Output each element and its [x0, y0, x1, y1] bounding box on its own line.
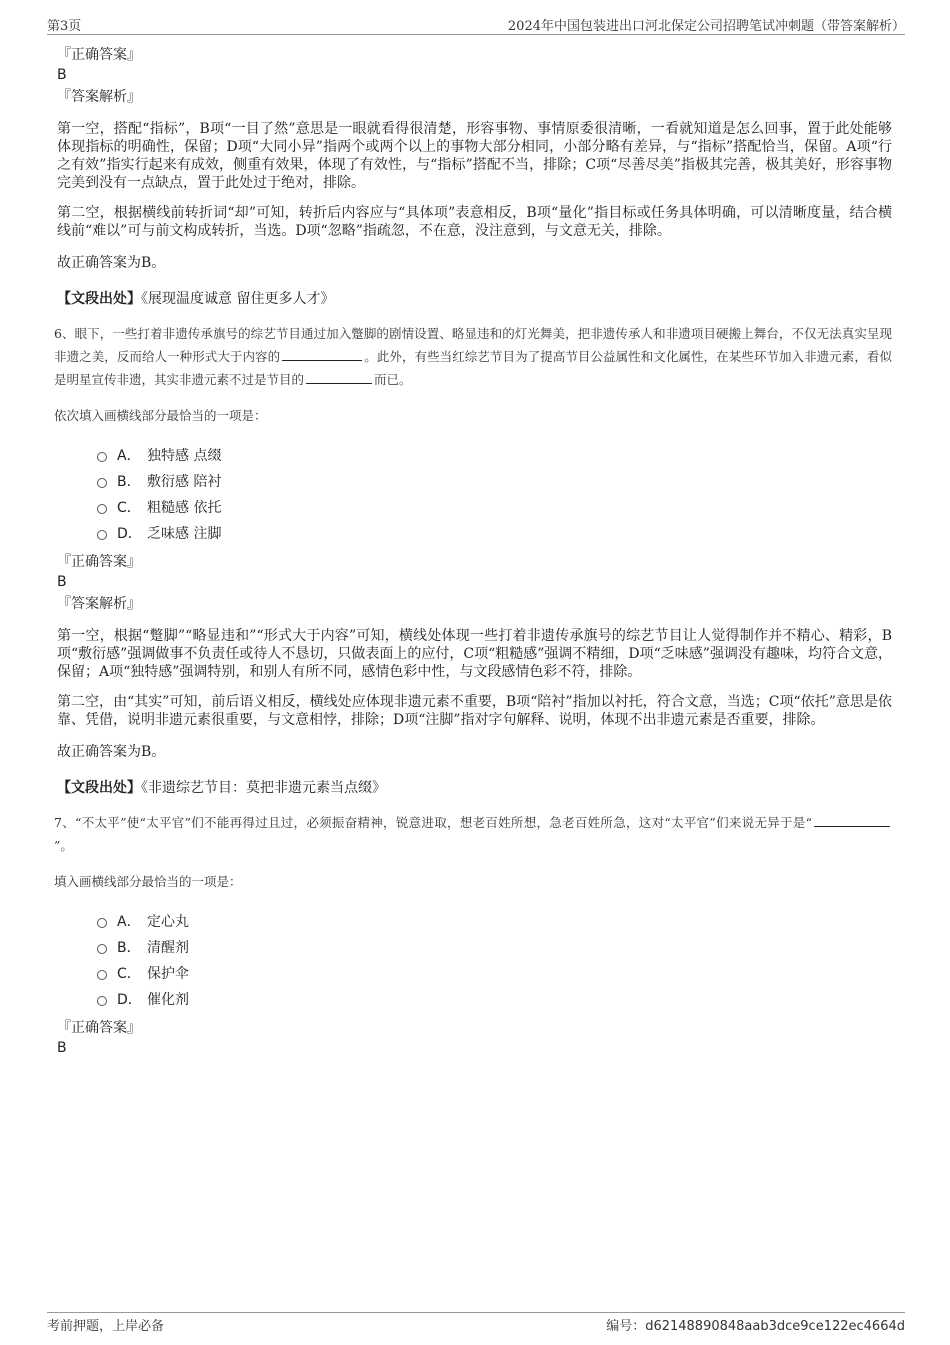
radio-icon[interactable]	[97, 970, 107, 980]
code-label: 编号：	[606, 1319, 646, 1334]
document-code	[606, 1315, 905, 1334]
page-content	[54, 44, 892, 1059]
option-letter: D．	[117, 992, 142, 1008]
document-title: 2024年中国包装进出口河北保定公司招聘笔试冲刺题（带答案解析）	[507, 19, 905, 34]
fill-blank	[814, 814, 890, 827]
option-a[interactable]	[97, 909, 892, 935]
correct-answer: B	[57, 1040, 67, 1056]
fill-blank	[282, 348, 362, 361]
radio-icon[interactable]	[97, 944, 107, 954]
radio-icon[interactable]	[97, 504, 107, 514]
footer-slogan: 考前押题，上岸必备	[47, 1319, 165, 1334]
option-d[interactable]	[97, 521, 892, 547]
question-instruction: 填入画横线部分最恰当的一项是：	[54, 874, 242, 889]
option-letter: A．	[117, 448, 141, 464]
answer-label: 『正确答案』	[57, 554, 141, 570]
page-footer	[47, 1312, 905, 1333]
option-d[interactable]	[97, 987, 892, 1013]
option-letter: C．	[117, 500, 141, 516]
analysis-paragraph: 第二空，由“其实”可知，前后语义相反，横线处应体现非遗元素不重要，B项“陪衬”指加以衬托，符合文意，当选；C项“依托”意思是依靠、凭借，说明非遗元素很重要，与文意相悖，排除；D项“注脚”指对字句解释、说明，体现不出非遗元素是否重要，排除。	[57, 694, 892, 728]
fill-blank	[306, 371, 372, 384]
correct-answer: B	[57, 67, 67, 83]
source-label: 【文段出处】	[57, 291, 141, 307]
option-text: 催化剂	[147, 992, 189, 1008]
option-letter: D．	[117, 526, 142, 542]
option-letter: A．	[117, 914, 141, 930]
analysis-conclusion: 故正确答案为B。	[57, 255, 166, 271]
option-c[interactable]	[97, 495, 892, 521]
question-instruction: 依次填入画横线部分最恰当的一项是：	[54, 408, 267, 423]
option-b[interactable]	[97, 935, 892, 961]
question-6-stem	[54, 322, 892, 391]
page-number: 第3页	[47, 19, 82, 34]
question-7-stem	[54, 811, 892, 857]
option-b[interactable]	[97, 469, 892, 495]
radio-icon[interactable]	[97, 530, 107, 540]
option-c[interactable]	[97, 961, 892, 987]
option-letter: B．	[117, 474, 141, 490]
option-list	[97, 909, 892, 1013]
radio-icon[interactable]	[97, 996, 107, 1006]
option-letter: C．	[117, 966, 141, 982]
option-text: 乏味感 注脚	[147, 526, 222, 542]
question-text: 6、眼下，一些打着非遗传承旗号的综艺节目通过加入蹩脚的剧情设置、略显违和的灯光舞美，把非遗传承人和非遗项目硬搬上舞台，不仅无法真实呈现非遗之美，反而给人一种形式大于内容的	[54, 326, 892, 364]
option-a[interactable]	[97, 443, 892, 469]
radio-icon[interactable]	[97, 452, 107, 462]
question-text: 而已。	[374, 372, 412, 387]
analysis-paragraph: 第一空，搭配“指标”，B项“一目了然”意思是一眼就看得很清楚，形容事物、事情原委很清晰，一看就知道是怎么回事，置于此处能够体现指标的明确性，保留；D项“大同小异”指两个或两个以上的事物大部分相同，小部分略有差异，与“指标”搭配恰当，保留。A项“行之有效”指实行起来有成效，侧重有效果，体现了有效性，与“指标”搭配不当，排除；C项“尽善尽美”指极其完善，极其美好，形容事物完美到没有一点缺点，置于此处过于绝对，排除。	[57, 121, 892, 191]
option-text: 保护伞	[147, 966, 189, 982]
analysis-label: 『答案解析』	[57, 89, 141, 105]
answer-label: 『正确答案』	[57, 1020, 141, 1036]
option-text: 定心丸	[147, 914, 189, 930]
question-text: 7、“不太平”使“太平官”们不能再得过且过，必须振奋精神，锐意进取，想老百姓所想，急老百姓所急，这对“太平官”们来说无异于是“	[54, 815, 812, 830]
source-line	[57, 779, 892, 797]
option-text: 敷衍感 陪衬	[147, 474, 222, 490]
analysis-paragraph: 第二空，根据横线前转折词“却”可知，转折后内容应与“具体项”表意相反，B项“量化”指目标或任务具体明确，可以清晰度量，结合横线前“难以”可与前文构成转折，当选。D项“忽略”指疏忽，不在意，没注意到，与文意无关，排除。	[57, 205, 892, 239]
radio-icon[interactable]	[97, 478, 107, 488]
correct-answer: B	[57, 574, 67, 590]
source-title: 《非遗综艺节目：莫把非遗元素当点缀》	[141, 780, 386, 796]
option-text: 独特感 点缀	[147, 448, 222, 464]
source-label: 【文段出处】	[57, 780, 141, 796]
radio-icon[interactable]	[97, 918, 107, 928]
option-list	[97, 443, 892, 547]
source-title: 《展现温度诚意 留住更多人才》	[141, 291, 335, 307]
analysis-paragraph: 第一空，根据“蹩脚”“略显违和”“形式大于内容”可知，横线处体现一些打着非遗传承旗号的综艺节目让人觉得制作并不精心、精彩，B项“敷衍感”强调做事不负责任或待人不恳切，只做表面上的应付，C项“粗糙感”强调不精细，D项“乏味感”强调没有趣味，均符合文意，保留；A项“独特感”强调特别，和别人有所不同，感情色彩中性，与文段感情色彩不符，排除。	[57, 628, 892, 680]
analysis-conclusion: 故正确答案为B。	[57, 744, 166, 760]
page-header	[47, 14, 905, 35]
source-line	[57, 290, 892, 308]
code-value: d62148890848aab3dce9ce122ec4664d	[645, 1319, 905, 1334]
analysis-label: 『答案解析』	[57, 596, 141, 612]
question-text: 。此外，有些当红综艺节目为了提高节目公益属性和文化属性，在某些环节加入非遗元素，看似是明星宣传非遗，其实非遗元素不过是节目的	[54, 349, 892, 387]
question-text: ”。	[54, 838, 73, 853]
option-text: 粗糙感 依托	[147, 500, 222, 516]
option-text: 清醒剂	[147, 940, 189, 956]
answer-label: 『正确答案』	[57, 47, 141, 63]
option-letter: B．	[117, 940, 141, 956]
